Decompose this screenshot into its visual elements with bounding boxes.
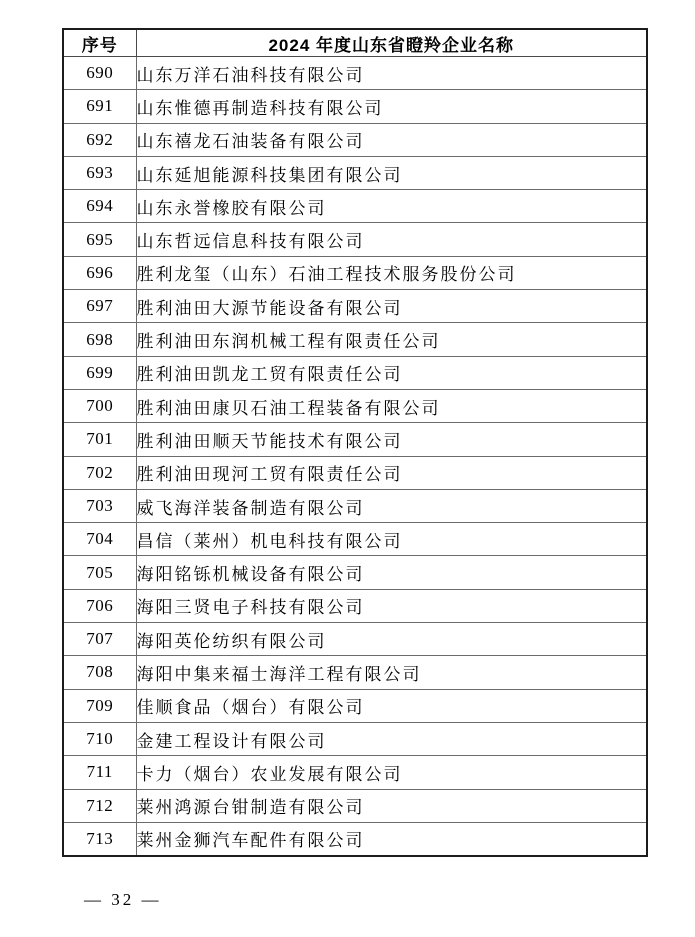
enterprise-name-cell: 威飞海洋装备制造有限公司 bbox=[136, 489, 647, 522]
table-row bbox=[63, 323, 647, 356]
serial-number-cell: 698 bbox=[63, 323, 136, 356]
gazelle-enterprise-table bbox=[62, 28, 648, 857]
serial-number-cell: 711 bbox=[63, 756, 136, 789]
enterprise-name-cell: 昌信（莱州）机电科技有限公司 bbox=[136, 523, 647, 556]
serial-number-cell: 690 bbox=[63, 57, 136, 90]
serial-number-cell: 694 bbox=[63, 190, 136, 223]
enterprise-name-cell: 胜利油田康贝石油工程装备有限公司 bbox=[136, 389, 647, 422]
table-row bbox=[63, 489, 647, 522]
table-row bbox=[63, 456, 647, 489]
enterprise-name-cell: 佳顺食品（烟台）有限公司 bbox=[136, 689, 647, 722]
serial-number-cell: 696 bbox=[63, 256, 136, 289]
page-number: — 32 — bbox=[84, 890, 162, 909]
serial-number-cell: 704 bbox=[63, 523, 136, 556]
table-row bbox=[63, 789, 647, 822]
serial-number-cell: 702 bbox=[63, 456, 136, 489]
enterprise-name-cell: 胜利油田现河工贸有限责任公司 bbox=[136, 456, 647, 489]
serial-number-cell: 706 bbox=[63, 589, 136, 622]
enterprise-name-cell: 海阳中集来福士海洋工程有限公司 bbox=[136, 656, 647, 689]
serial-number-cell: 710 bbox=[63, 722, 136, 755]
enterprise-name-cell: 山东惟德再制造科技有限公司 bbox=[136, 90, 647, 123]
serial-number-cell: 697 bbox=[63, 290, 136, 323]
table-row bbox=[63, 256, 647, 289]
table-row bbox=[63, 423, 647, 456]
table-header-row bbox=[63, 29, 647, 57]
header-serial-number: 序号 bbox=[63, 29, 136, 57]
enterprise-name-cell: 山东万洋石油科技有限公司 bbox=[136, 57, 647, 90]
serial-number-cell: 712 bbox=[63, 789, 136, 822]
serial-number-cell: 703 bbox=[63, 489, 136, 522]
table-row bbox=[63, 57, 647, 90]
enterprise-name-cell: 胜利龙玺（山东）石油工程技术服务股份公司 bbox=[136, 256, 647, 289]
enterprise-name-cell: 胜利油田顺天节能技术有限公司 bbox=[136, 423, 647, 456]
table-row bbox=[63, 589, 647, 622]
enterprise-name-cell: 胜利油田东润机械工程有限责任公司 bbox=[136, 323, 647, 356]
table-row bbox=[63, 656, 647, 689]
table-header bbox=[63, 29, 647, 57]
serial-number-cell: 708 bbox=[63, 656, 136, 689]
table-row bbox=[63, 523, 647, 556]
enterprise-name-cell: 胜利油田大源节能设备有限公司 bbox=[136, 290, 647, 323]
table-row bbox=[63, 356, 647, 389]
enterprise-name-cell: 莱州鸿源台钳制造有限公司 bbox=[136, 789, 647, 822]
serial-number-cell: 713 bbox=[63, 822, 136, 856]
enterprise-name-cell: 山东延旭能源科技集团有限公司 bbox=[136, 156, 647, 189]
table-row bbox=[63, 389, 647, 422]
enterprise-name-cell: 海阳三贤电子科技有限公司 bbox=[136, 589, 647, 622]
enterprise-name-cell: 海阳英伦纺织有限公司 bbox=[136, 623, 647, 656]
enterprise-name-cell: 山东禧龙石油装备有限公司 bbox=[136, 123, 647, 156]
table-row bbox=[63, 556, 647, 589]
table-body bbox=[63, 57, 647, 857]
enterprise-name-cell: 莱州金狮汽车配件有限公司 bbox=[136, 822, 647, 856]
serial-number-cell: 701 bbox=[63, 423, 136, 456]
enterprise-name-cell: 山东哲远信息科技有限公司 bbox=[136, 223, 647, 256]
table-row bbox=[63, 90, 647, 123]
table-row bbox=[63, 123, 647, 156]
serial-number-cell: 709 bbox=[63, 689, 136, 722]
enterprise-name-cell: 金建工程设计有限公司 bbox=[136, 722, 647, 755]
table-row bbox=[63, 689, 647, 722]
enterprise-name-cell: 山东永誉橡胶有限公司 bbox=[136, 190, 647, 223]
serial-number-cell: 691 bbox=[63, 90, 136, 123]
enterprise-name-cell: 卡力（烟台）农业发展有限公司 bbox=[136, 756, 647, 789]
table-row bbox=[63, 190, 647, 223]
table-row bbox=[63, 756, 647, 789]
enterprise-name-cell: 海阳铭铄机械设备有限公司 bbox=[136, 556, 647, 589]
header-enterprise-name: 2024 年度山东省瞪羚企业名称 bbox=[136, 29, 647, 57]
serial-number-cell: 699 bbox=[63, 356, 136, 389]
table-row bbox=[63, 623, 647, 656]
serial-number-cell: 700 bbox=[63, 389, 136, 422]
serial-number-cell: 705 bbox=[63, 556, 136, 589]
table-row bbox=[63, 156, 647, 189]
table-row bbox=[63, 822, 647, 856]
table-row bbox=[63, 290, 647, 323]
table-row bbox=[63, 722, 647, 755]
enterprise-name-cell: 胜利油田凯龙工贸有限责任公司 bbox=[136, 356, 647, 389]
serial-number-cell: 693 bbox=[63, 156, 136, 189]
serial-number-cell: 707 bbox=[63, 623, 136, 656]
serial-number-cell: 692 bbox=[63, 123, 136, 156]
serial-number-cell: 695 bbox=[63, 223, 136, 256]
table-row bbox=[63, 223, 647, 256]
